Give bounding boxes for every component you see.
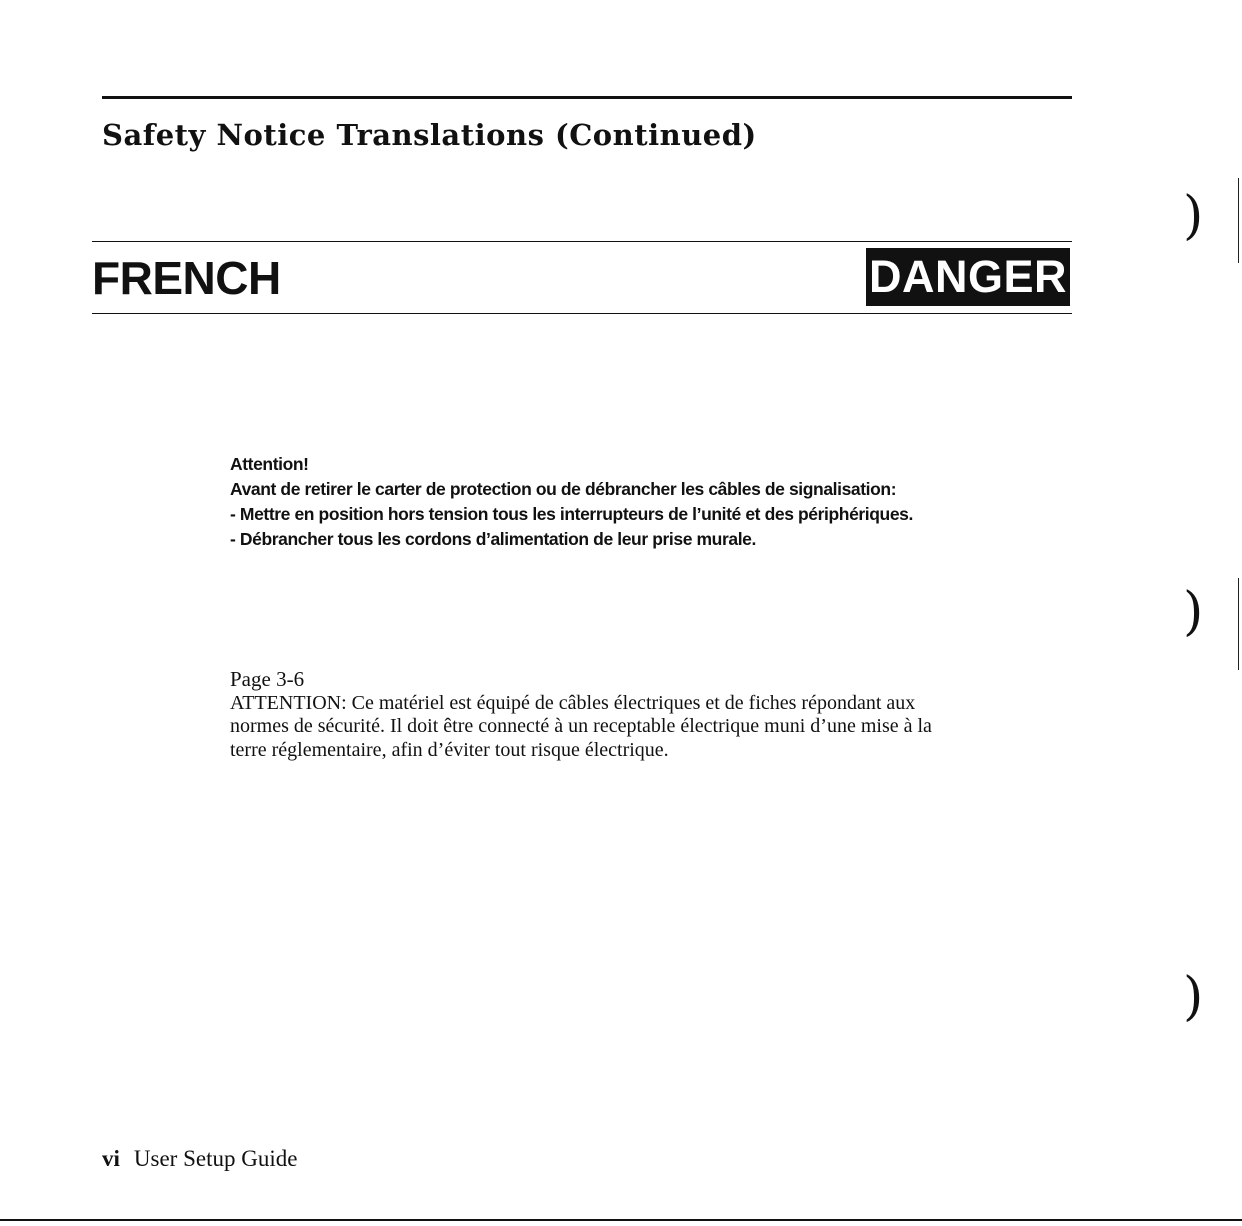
page-edge-mark bbox=[1238, 578, 1239, 670]
caution-text-line: ATTENTION: Ce matériel est équipé de câbles électriques et de fiches répondant aux bbox=[230, 691, 916, 714]
page-bottom-rule bbox=[0, 1219, 1242, 1221]
danger-badge: DANGER bbox=[866, 248, 1070, 306]
caution-notice bbox=[230, 668, 1090, 762]
page-title: Safety Notice Translations (Continued) bbox=[102, 118, 757, 152]
language-heading: FRENCH bbox=[92, 252, 281, 304]
caution-text-line: normes de sécurité. Il doit être connecté à un receptable électrique muni d’une mise à la bbox=[230, 715, 932, 737]
page-edge-mark bbox=[1238, 178, 1239, 263]
section-bottom-rule bbox=[92, 313, 1072, 314]
binder-ring-mark: ) bbox=[1183, 967, 1204, 1027]
caution-text-line: terre réglementaire, afin d’éviter tout risque électrique. bbox=[230, 738, 669, 761]
notice-intro: Avant de retirer le carter de protection ou de débrancher les câbles de signalisation: bbox=[230, 479, 897, 499]
notice-item: - Mettre en position hors tension tous les interrupteurs de l’unité et des périphériques. bbox=[230, 504, 913, 524]
section-top-rule bbox=[92, 241, 1072, 242]
notice-item: - Débrancher tous les cordons d’alimentation de leur prise murale. bbox=[230, 529, 756, 549]
danger-notice bbox=[230, 452, 913, 552]
footer-book-title: User Setup Guide bbox=[133, 1146, 298, 1171]
notice-title: Attention! bbox=[230, 454, 309, 474]
page-footer bbox=[102, 1146, 297, 1172]
binder-ring-mark: ) bbox=[1183, 582, 1204, 642]
binder-ring-mark: ) bbox=[1183, 186, 1204, 246]
header-rule bbox=[102, 96, 1072, 99]
page-reference: Page 3-6 bbox=[230, 667, 305, 691]
footer-page-number: vi bbox=[102, 1146, 120, 1171]
